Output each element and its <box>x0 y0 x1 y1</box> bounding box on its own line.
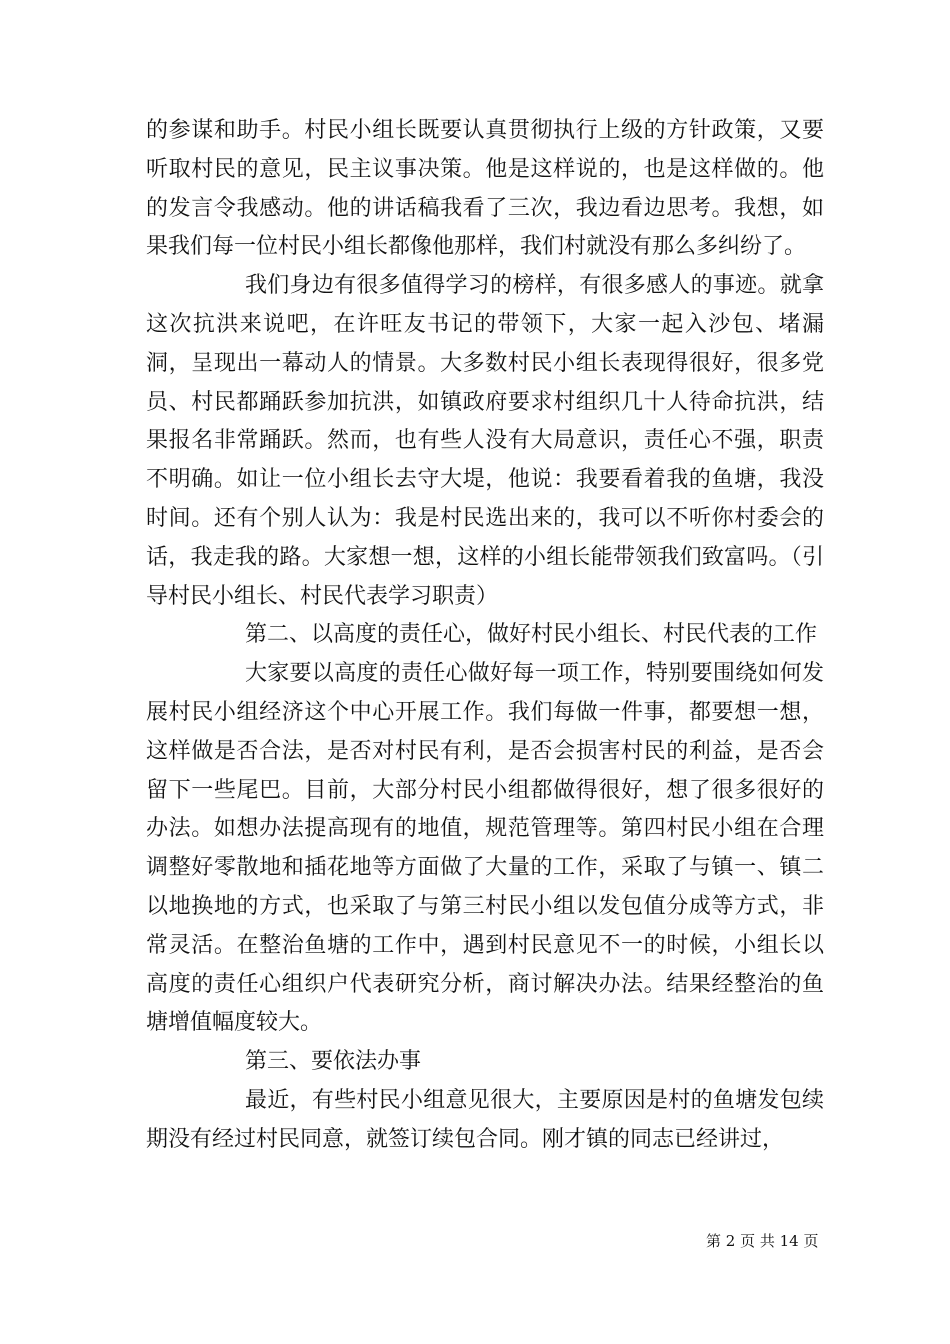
heading-second-point: 第二、以高度的责任心，做好村民小组长、村民代表的工作 <box>245 622 818 648</box>
page-footer: 第 2 页 共 14 页 <box>706 1232 819 1250</box>
paragraph-lawful: 最近，有些村民小组意见很大，主要原因是村的鱼塘发包续期没有经过村民同意，就签订续包合同。刚才镇的同志已经讲过， <box>146 1087 824 1152</box>
paragraph-responsibility: 大家要以高度的责任心做好每一项工作，特别要围绕如何发展村民小组经济这个中心开展工作。我们每做一件事，都要想一想，这样做是否合法，是否对村民有利，是否会损害村民的利益，是否会留下一些尾巴。目前，大部分村民小组都做得很好，想了很多很好的办法。如想办法提高现有的地值，规范管理等。第四村民小组在合理调整好零散地和插花地等方面做了大量的工作，采取了与镇一、镇二以地换地的方式，也采取了与第三村民小组以发包值分成等方式，非常灵活。在整治鱼塘的工作中，遇到村民意见不一的时候，小组长以高度的责任心组织户代表研究分析，商讨解决办法。结果经整治的鱼塘增值幅度较大。 <box>146 661 824 1036</box>
paragraph-role-models: 我们身边有很多值得学习的榜样，有很多感人的事迹。就拿这次抗洪来说吧，在许旺友书记的带领下，大家一起入沙包、堵漏洞，呈现出一幕动人的情景。大多数村民小组长表现得很好，很多党员、村民都踊跃参加抗洪，如镇政府要求村组织几十人待命抗洪，结果报名非常踊跃。然而，也有些人没有大局意识，责任心不强，职责不明确。如让一位小组长去守大堤，他说：我要看着我的鱼塘，我没时间。还有个别人认为：我是村民选出来的，我可以不听你村委会的话，我走我的路。大家想一想，这样的小组长能带领我们致富吗。（引导村民小组长、村民代表学习职责） <box>146 273 824 609</box>
heading-third-point: 第三、要依法办事 <box>245 1049 422 1075</box>
paragraph-continuation: 的参谋和助手。村民小组长既要认真贯彻执行上级的方针政策，又要听取村民的意见，民主议事决策。他是这样说的，也是这样做的。他的发言令我感动。他的讲话稿我看了三次，我边看边思考。我想，如果我们每一位村民小组长都像他那样，我们村就没有那么多纠纷了。 <box>146 118 824 260</box>
document-body <box>146 112 824 1160</box>
